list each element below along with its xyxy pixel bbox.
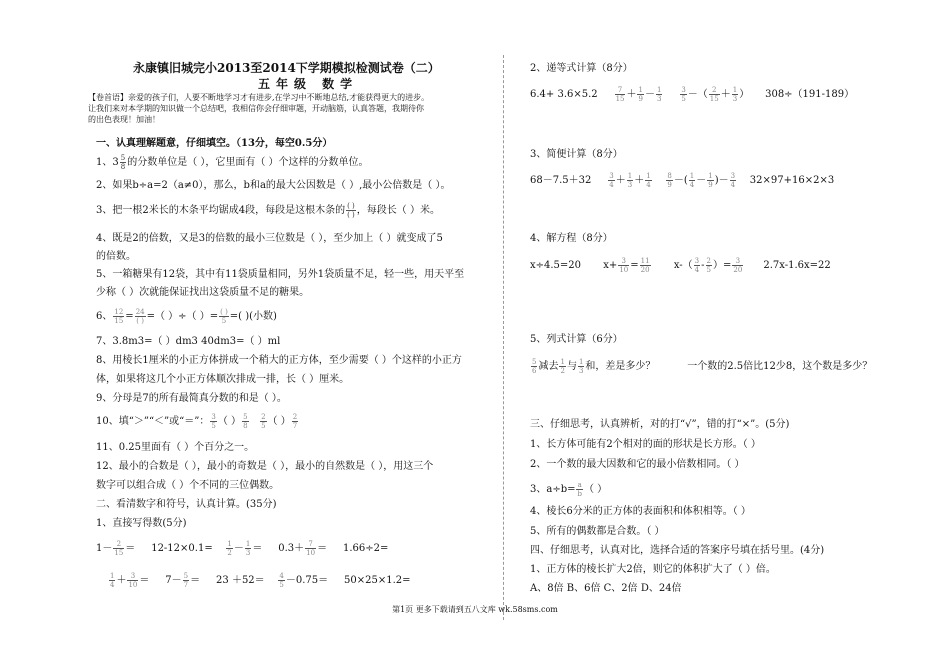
true-false-q2: 2、一个数的最大因数和它的最小倍数相同。（ ） xyxy=(530,459,745,470)
mental-math-row-2: $\frac{1}{4}$ ＋ $\frac{3}{10}$ ＝ 7－ $\frac{5}{7}$ ＝ 23 ＋52＝ $\frac{4}{5}$ －0.75＝ 50×25×1.2= xyxy=(110,572,411,589)
word-problem-heading: 5、列式计算（6分） xyxy=(530,334,623,345)
fraction: $\frac{1}{2}$ xyxy=(560,358,565,375)
fraction: $\frac{2}{5}$ xyxy=(706,257,711,274)
question-4-line-1: 4、既是2的倍数，又是3的倍数的最小三位数是（ ），至少加上（ ）就变成了5 xyxy=(96,233,443,244)
question-5-line-1: 5、一箱糖果有12袋，其中有11袋质量相同，另外1袋质量不足，轻一些，用天平至 xyxy=(96,269,465,280)
choice-q1: 1、正方体的棱长扩大2倍，则它的体积扩大了（ ）倍。 xyxy=(530,564,776,575)
fraction: $\frac{( )}{5}$ xyxy=(220,308,228,325)
fraction: $\frac{1}{3}$ xyxy=(578,358,584,375)
fraction: $\frac{7}{10}$ xyxy=(306,540,316,557)
question-8-line-1: 8、用棱长1厘米的小正方体拼成一个稍大的正方体，至少需要（ ）个这样的小正方 xyxy=(96,355,462,366)
fraction: $\frac{11}{20}$ xyxy=(640,257,650,274)
question-1: 1、3 $\frac{5}{8}$ 的分数单位是（ ），它里面有（ ）个这样的分数单位。 xyxy=(96,154,369,171)
question-11: 11、0.25里面有（ ）个百分之一。 xyxy=(96,442,255,453)
fraction: $\frac{1}{2}$ xyxy=(227,540,232,557)
question-8-line-2: 体，如果将这几个小正方体顺次排成一排，长（ ）厘米。 xyxy=(96,374,350,385)
calc-section-2-row: 6.4+ 3.6×5.2 $\frac{7}{15}$ ＋ $\frac{1}{9}$ － $\frac{1}{3}$ $\frac{3}{5}$ －（ $\frac{2}{15}$ ＋ $\frac{1}{3}$ ） 308÷（191-189） xyxy=(530,86,855,103)
question-3: 3、把一根2米长的木条平均锯成4段，每段是这根木条的 $\frac{( )}{( )}$ ，每段长（ ）米。 xyxy=(96,202,440,219)
true-false-q3: 3、a÷b= $\frac{a}{b}$ （ ） xyxy=(530,481,608,498)
fraction: $\frac{1}{3}$ xyxy=(656,86,662,103)
intro-line-2: 让我们来对本学期的知识做一个总结吧，我相信你会仔细审题，开动脑筋，认真答题，我期待你 xyxy=(88,104,424,113)
right-column xyxy=(500,0,950,658)
fraction: $\frac{3}{10}$ xyxy=(128,572,138,589)
equation-section-heading: 4、解方程（8分） xyxy=(530,233,613,244)
mental-math-row-1: 1－ $\frac{2}{15}$ ＝ 12-12×0.1= $\frac{1}{2}$ － $\frac{1}{3}$ ＝ 0.3＋ $\frac{7}{10}$ ＝ 1.66÷2= xyxy=(96,540,389,557)
word-problem-row: $\frac{5}{6}$ 减去 $\frac{1}{2}$ 与 $\frac{1}{3}$ 和，差是多少？ 一个数的2.5倍比12少8，这个数是多少？ xyxy=(532,358,873,375)
fraction: $\frac{3}{4}$ xyxy=(730,172,736,189)
fraction: $\frac{3}{5}$ xyxy=(681,86,686,103)
calc-section-3-heading: 3、简便计算（8分） xyxy=(530,149,623,160)
fraction: $\frac{a}{b}$ xyxy=(577,481,582,498)
section1-heading: 一、认真理解题意，仔细填空。（13分，每空0.5分） xyxy=(96,138,333,149)
fraction: $\frac{2}{15}$ xyxy=(709,86,719,103)
true-false-q4: 4、棱长6分米的正方体的表面积和体积相等。（ ） xyxy=(530,506,751,517)
fraction: $\frac{7}{15}$ xyxy=(615,86,625,103)
question-10: 10、填“＞”“＜”或“＝”： $\frac{3}{5}$ （ ） $\frac{5}{8}$ $\frac{2}{5}$ （ ） $\frac{2}{7}$ xyxy=(96,413,298,430)
calc-section-3-row: 68－7.5＋32 $\frac{3}{4}$ ＋ $\frac{1}{3}$ ＋ $\frac{1}{4}$ $\frac{8}{9}$ －( $\frac{1}{4}$ － $\frac{1}{9}$ )－ $\frac{3}{4}$ 32×97+16×2×3 xyxy=(530,172,835,189)
fraction: $\frac{3}{20}$ xyxy=(733,257,743,274)
true-false-q5: 5、所有的偶数都是合数。（ ） xyxy=(530,526,665,537)
fraction: $\frac{1}{4}$ xyxy=(110,572,115,589)
calc-section-2-heading: 2、递等式计算（8分） xyxy=(530,63,633,74)
fraction: $\frac{1}{9}$ xyxy=(708,172,713,189)
fraction: $\frac{1}{9}$ xyxy=(638,86,643,103)
page-footer: 第1页 更多下载请到五八文库 wk.58sms.com xyxy=(392,605,558,614)
question-2: 2、如果b÷a=2（a≠0），那么，b和a的最大公因数是（ ）,最小公倍数是（ ）。 xyxy=(96,180,451,191)
fraction: $\frac{5}{8}$ xyxy=(120,154,126,171)
fraction: $\frac{2}{7}$ xyxy=(292,413,298,430)
fraction: $\frac{3}{4}$ xyxy=(609,172,614,189)
fraction: $\frac{1}{4}$ xyxy=(689,172,695,189)
fraction: $\frac{2}{15}$ xyxy=(114,540,124,557)
intro-line-1: 【卷首语】亲爱的孩子们，人要不断地学习才有进步,在学习中不断地总结,才能获得更大的进步。 xyxy=(88,93,430,102)
fraction: $\frac{1}{3}$ xyxy=(245,540,251,557)
fraction: $\frac{5}{8}$ xyxy=(243,413,248,430)
fraction: $\frac{3}{4}$ xyxy=(694,257,700,274)
fraction: $\frac{3}{5}$ xyxy=(211,413,216,430)
equation-row: x÷4.5=20 x+ $\frac{3}{10}$ = $\frac{11}{20}$ x-（ $\frac{3}{4}$ - $\frac{2}{5}$ ）= $\frac{3}{20}$ 2.7x-1.6x=22 xyxy=(530,257,831,274)
fraction: $\frac{( )}{( )}$ xyxy=(347,202,355,219)
question-7: 7、3.8m3=（ ）dm3 40dm3=（ ）ml xyxy=(96,336,281,347)
fraction: $\frac{5}{7}$ xyxy=(183,572,189,589)
section4-heading: 四、仔细思考，认真对比，选择合适的答案序号填在括号里。(4分) xyxy=(530,545,825,556)
fraction: $\frac{5}{6}$ xyxy=(532,358,537,375)
fraction: $\frac{1}{3}$ xyxy=(732,86,738,103)
choice-q1-options: A、8倍 B、6倍 C、2倍 D、24倍 xyxy=(530,583,682,594)
question-12-line-1: 12、最小的合数是（ ），最小的奇数是（ ），最小的自然数是（ ），用这三个 xyxy=(96,461,434,472)
question-9: 9、分母是7的所有最简真分数的和是（ ）。 xyxy=(96,393,287,404)
fraction: $\frac{24}{( )}$ xyxy=(135,308,145,325)
fraction: $\frac{2}{5}$ xyxy=(261,413,266,430)
question-12-line-2: 数字可以组合成（ ）个不同的三位偶数。 xyxy=(96,480,280,491)
intro-line-3: 的出色表现！加油！ xyxy=(88,115,160,124)
fraction: $\frac{3}{10}$ xyxy=(619,257,629,274)
fraction: $\frac{8}{9}$ xyxy=(667,172,672,189)
question-5-line-2: 少称（ ）次就能保证找出这袋质量不足的糖果。 xyxy=(96,287,310,298)
section3-heading: 三、仔细思考，认真辨析，对的打“√”，错的打“×”。(5分) xyxy=(530,419,790,430)
exam-subtitle: 五年级 数学 xyxy=(258,77,359,91)
question-4-line-2: 的倍数。 xyxy=(96,251,136,262)
true-false-q1: 1、长方体可能有2个相对的面的形状是长方形。（ ） xyxy=(530,439,761,450)
fraction: $\frac{4}{5}$ xyxy=(279,572,284,589)
question-6: 6、 $\frac{12}{15}$ = $\frac{24}{( )}$ =（ ）÷（ ）= $\frac{( )}{5}$ =( )(小数) xyxy=(96,308,277,325)
exam-title: 永康镇旧城完小2013至2014下学期模拟检测试卷（二） xyxy=(133,61,440,75)
section2-sub1: 1、直接写得数(5分) xyxy=(96,518,187,529)
section2-heading: 二、看清数字和符号，认真计算。(35分) xyxy=(96,499,277,510)
fraction: $\frac{1}{4}$ xyxy=(646,172,651,189)
fraction: $\frac{1}{3}$ xyxy=(627,172,633,189)
fraction: $\frac{12}{15}$ xyxy=(114,308,124,325)
